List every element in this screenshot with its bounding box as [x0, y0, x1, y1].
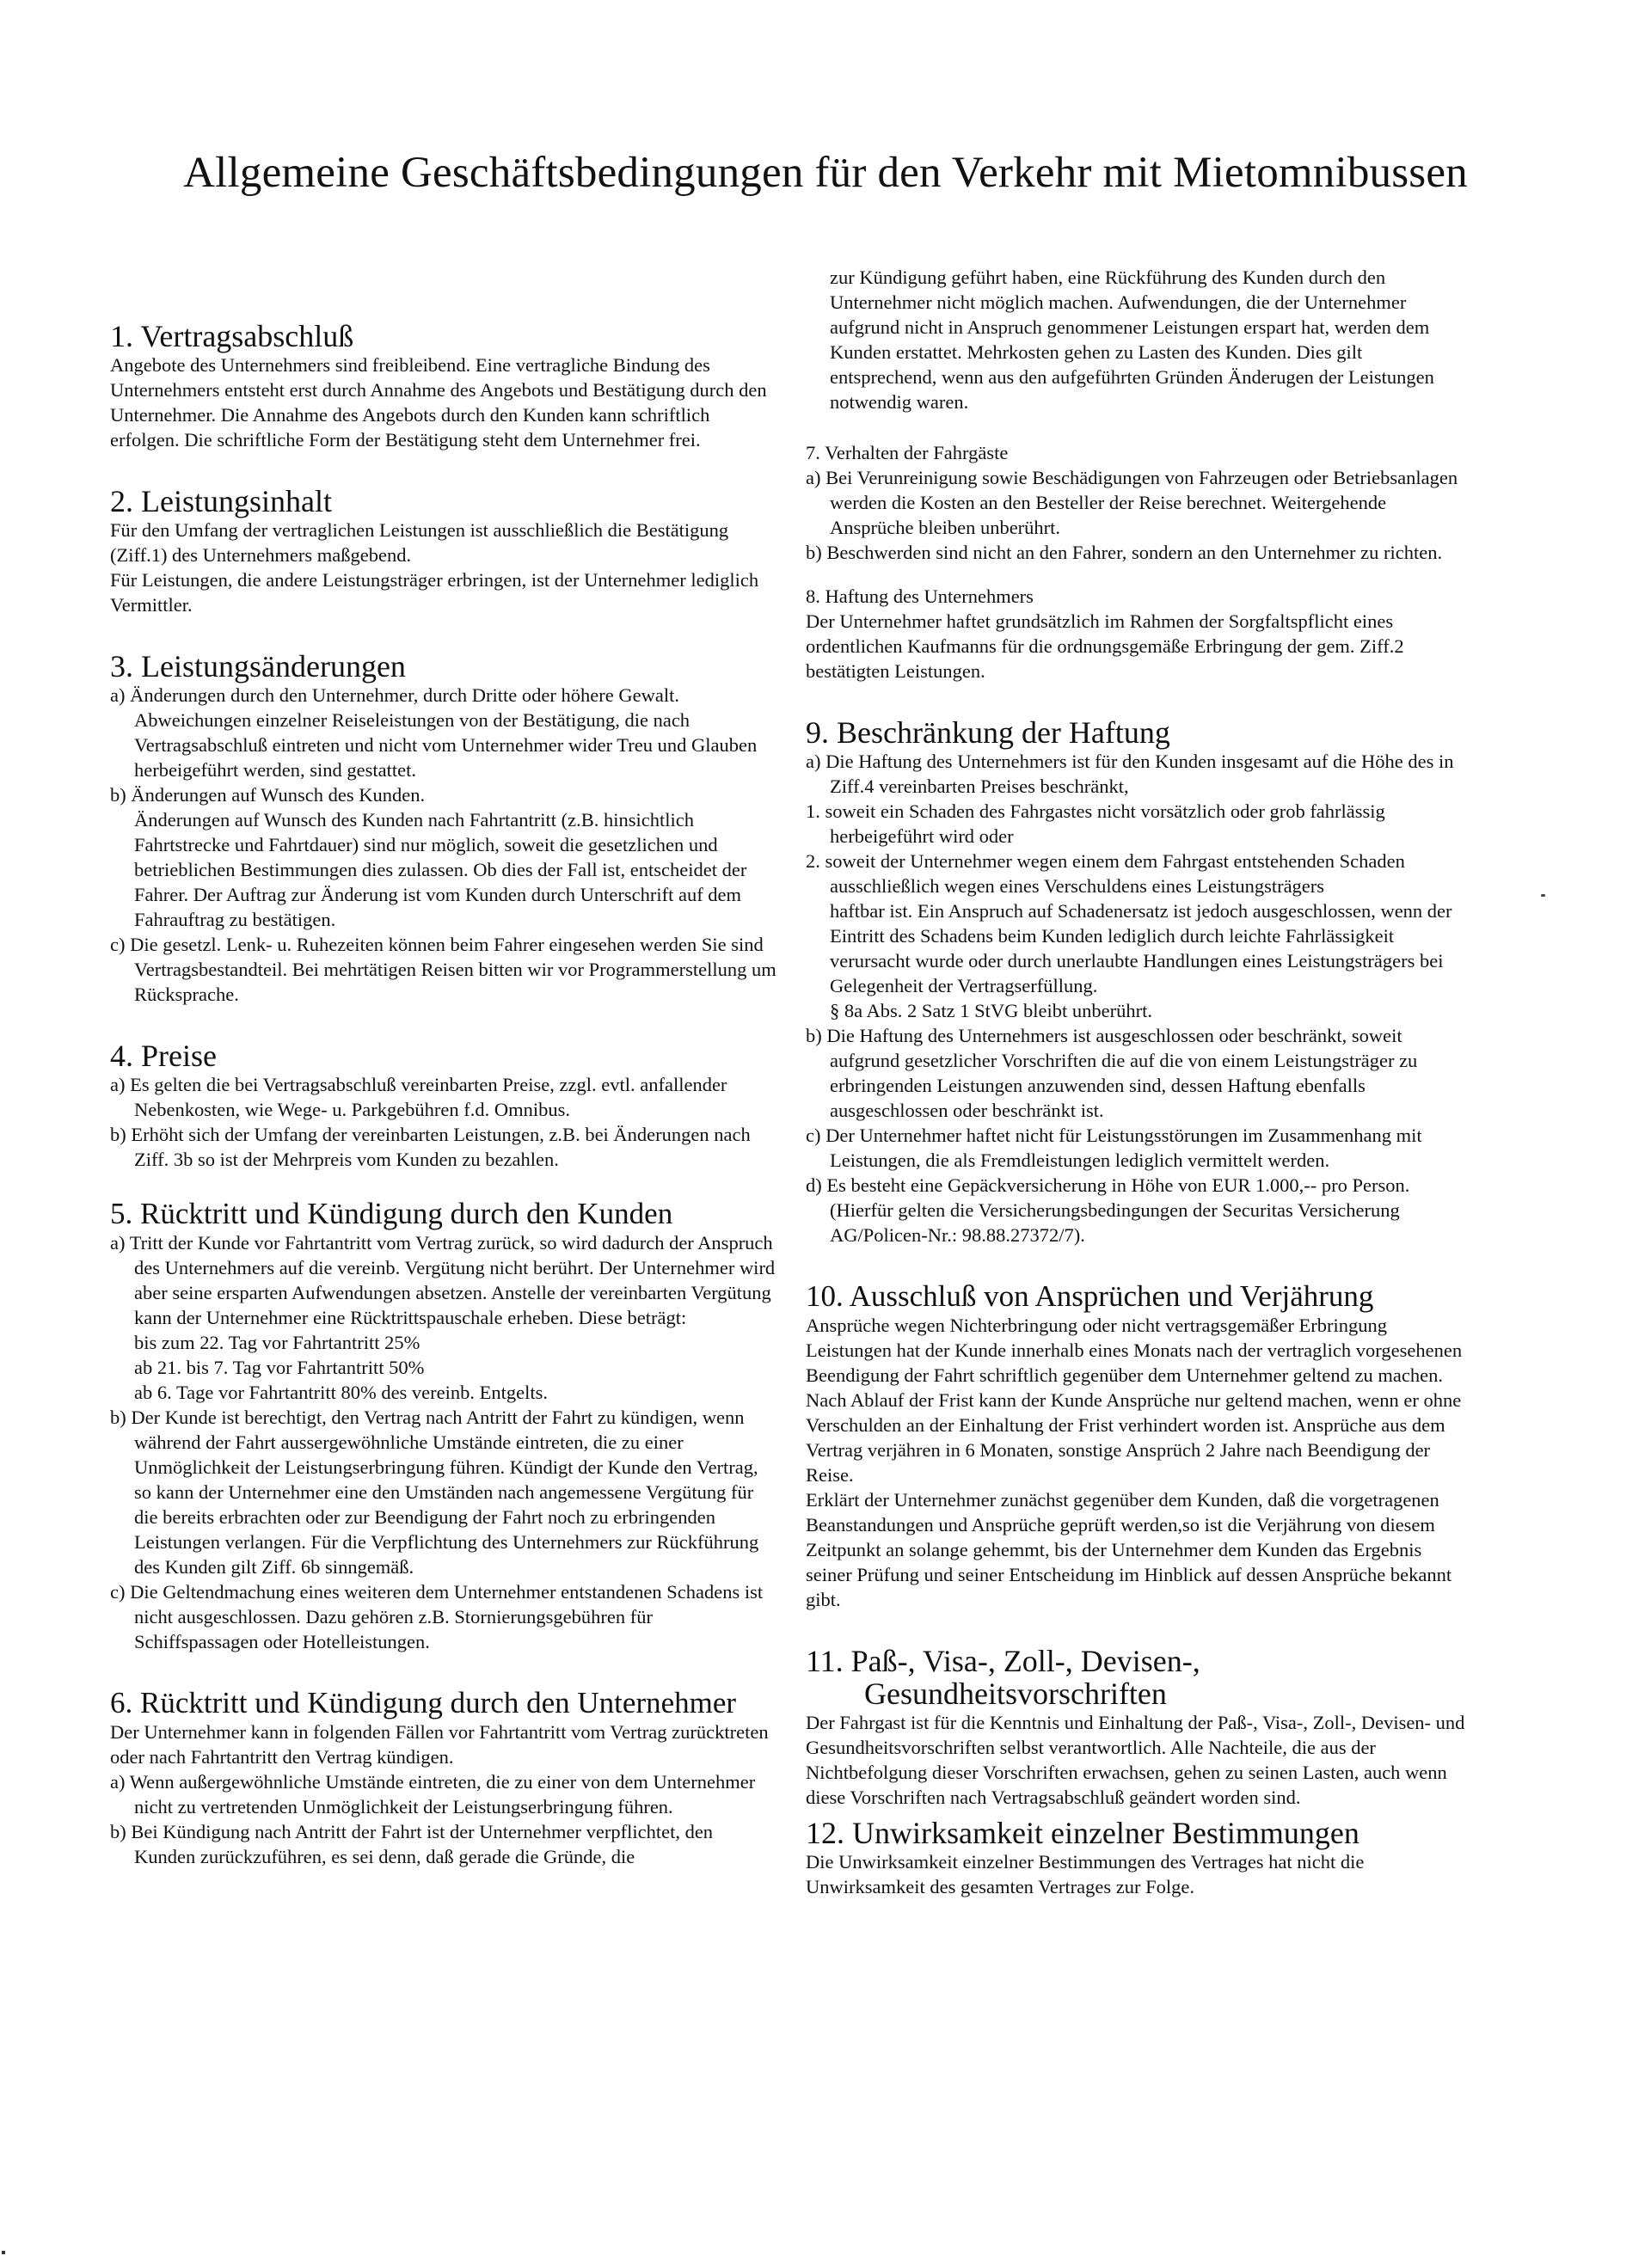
section-4-b-text: b) Erhöht sich der Umfang der vereinbarten Leistungen, z.B. bei Änderungen nach Ziff. 3b so ist der Mehrpreis vom Kunden zu bezahlen.	[110, 1124, 751, 1170]
section-5-rate-3: ab 6. Tage vor Fahrtantritt 80% des vereinb. Entgelts.	[134, 1382, 549, 1403]
section-9-law-reference: § 8a Abs. 2 Satz 1 StVG bleibt unberührt.	[830, 1000, 1152, 1021]
section-5	[110, 1198, 776, 1654]
section-5-c-text: c) Die Geltendmachung eines weiteren dem Unternehmer entstandenen Schadens ist nicht ausgeschlossen. Dazu gehören z.B. Stornierungsgebühren für Schiffspassagen oder Hotelleistungen.	[110, 1581, 764, 1652]
section-4	[110, 1039, 776, 1172]
section-9-heading: 9. Beschränkung der Haftung	[806, 715, 1170, 750]
section-4-heading: 4. Preise	[110, 1039, 217, 1073]
section-7	[806, 440, 1472, 565]
section-7-b-text: b) Beschwerden sind nicht an den Fahrer, sondern an den Unternehmer zu richten.	[806, 542, 1443, 563]
section-2	[110, 485, 776, 617]
section-12	[806, 1817, 1472, 1899]
section-6-b-continued: zur Kündigung geführt haben, eine Rückführung des Kunden durch den Unternehmer nicht möglich machen. Aufwendungen, die der Unternehmer aufgrund nicht in Anspruch genommener Leistungen erspart hat, werden dem Kunden erstattet. Mehrkosten gehen zu Lasten des Kunden. Dies gilt entsprechend, wenn aus den aufgeführten Gründen Änderugen der Leistungen notwendig waren.	[830, 267, 1434, 413]
section-11-heading-line-2: Gesundheitsvorschriften	[864, 1676, 1167, 1711]
section-10-heading: 10. Ausschluß von Ansprüchen und Verjährung	[806, 1279, 1374, 1313]
section-8-text: Der Unternehmer haftet grundsätzlich im Rahmen der Sorgfaltspflicht eines ordentlichen Kaufmanns für die ordnungsgemäße Erbringung der gem. Ziff.2 bestätigten Leistungen.	[806, 610, 1404, 682]
scan-speck-corner	[2, 2251, 5, 2254]
section-3-a-text: Abweichungen einzelner Reiseleistungen von der Bestätigung, die nach Vertragsabschluß eintreten und nicht vom Unternehmer wider Treu und Glauben herbeigeführt werden, sind gestattet.	[134, 709, 758, 781]
section-5-a-text: a) Tritt der Kunde vor Fahrtantritt vom Vertrag zurück, so wird dadurch der Anspruch des Unternehmers auf die vereinb. Vergütung nicht berührt. Der Unternehmer wird aber seine ersparten Aufwendungen absetzen. Anstelle der vereinbarten Vergütung kann der Unternehmer eine Rücktrittspauschale erheben. Diese beträgt:	[110, 1232, 776, 1328]
section-6	[110, 1687, 776, 1869]
left-column	[110, 320, 776, 1869]
section-6-heading: 6. Rücktritt und Kündigung durch den Unternehmer	[110, 1686, 737, 1719]
section-1-heading: 1. Vertragsabschluß	[110, 319, 354, 353]
section-9-c-text: c) Der Unternehmer haftet nicht für Leistungsstörungen im Zusammenhang mit Leistungen, die als Fremdleistungen lediglich vermittelt werden.	[806, 1125, 1422, 1171]
right-column	[806, 265, 1472, 1899]
section-5-b-text: b) Der Kunde ist berechtigt, den Vertrag nach Antritt der Fahrt zu kündigen, wenn während der Fahrt aussergewöhnliche Umstände eintreten, die zu einer Unmöglichkeit der Leistungserbringung führen. Kündigt der Kunde den Vertrag, so kann der Unternehmer eine den Umständen nach angemessene Vergütung für die bereits erbrachten oder zur Beendigung der Fahrt noch zu erbringenden Leistungen verlangen. Für die Verpflichtung des Unternehmers zur Rückführung des Kunden gilt Ziff. 6b sinngemäß.	[110, 1407, 759, 1578]
section-9	[806, 716, 1472, 1247]
section-8	[806, 584, 1472, 683]
section-1-text: Angebote des Unternehmers sind freibleibend. Eine vertragliche Bindung des Unternehmers entsteht erst durch Annahme des Angebots und Bestätigung durch den Unternehmer. Die Annahme des Angebots durch den Kunden kann schriftlich erfolgen. Die schriftliche Form der Bestätigung steht dem Unternehmer frei.	[110, 354, 767, 451]
section-3-b-text: Änderungen auf Wunsch des Kunden nach Fahrtantritt (z.B. hinsichtlich Fahrtstrecke und Fahrtdauer) sind nur möglich, soweit die gesetzlichen und betrieblichen Bestimmungen dies zulassen. Ob dies der Fall ist, entscheidet der Fahrer. Der Auftrag zur Änderung ist vom Kunden durch Unterschrift auf dem Fahrauftrag zu bestätigen.	[134, 809, 747, 930]
section-3-b-title: b) Änderungen auf Wunsch des Kunden.	[110, 784, 426, 806]
section-12-text: Die Unwirksamkeit einzelner Bestimmungen des Vertrages hat nicht die Unwirksamkeit des gesamten Vertrages zur Folge.	[806, 1851, 1365, 1897]
section-11-heading-line-1: 11. Paß-, Visa-, Zoll-, Devisen-,	[806, 1644, 1200, 1678]
section-3-c-text: c) Die gesetzl. Lenk- u. Ruhezeiten können beim Fahrer eingesehen werden Sie sind Vertragsbestandteil. Bei mehrtätigen Reisen bitten wir vor Programmerstellung um Rücksprache.	[110, 934, 776, 1005]
section-6-b-text: b) Bei Kündigung nach Antritt der Fahrt ist der Unternehmer verpflichtet, den Kunden zurückzuführen, es sei denn, daß gerade die Gründe, die	[110, 1821, 714, 1867]
section-11-text: Der Fahrgast ist für die Kenntnis und Einhaltung der Paß-, Visa-, Zoll-, Devisen- und Gesundheitsvorschriften selbst verantwortlich. Alle Nachteile, die aus der Nichtbefolgung dieser Vorschriften erwachsen, gehen zu seinen Lasten, auch wenn diese Vorschriften nach Vertragsabschluß geändert worden sind.	[806, 1712, 1465, 1808]
section-9-item-2: 2. soweit der Unternehmer wegen einem dem Fahrgast entstehenden Schaden ausschließlich wegen eines Verschuldens eines Leistungsträgers	[806, 850, 1405, 897]
section-5-rate-2: ab 21. bis 7. Tag vor Fahrtantritt 50%	[134, 1357, 425, 1378]
section-3-a-title: a) Änderungen durch den Unternehmer, durch Dritte oder höhere Gewalt.	[110, 684, 679, 706]
section-3-heading: 3. Leistungsänderungen	[110, 649, 406, 683]
section-10	[806, 1280, 1472, 1612]
document-title: Allgemeine Geschäftsbedingungen für den Verkehr mit Mietomnibussen	[183, 149, 1468, 197]
section-2-text-1: Für den Umfang der vertraglichen Leistungen ist ausschließlich die Bestätigung (Ziff.1) des Unternehmers maßgebend.	[110, 519, 729, 566]
section-7-a-text: a) Bei Verunreinigung sowie Beschädigungen von Fahrzeugen oder Betriebsanlagen werden die Kosten an den Besteller der Reise berechnet. Weitergehende Ansprüche bleiben unberührt.	[806, 467, 1458, 538]
section-2-heading: 2. Leistungsinhalt	[110, 484, 332, 518]
section-11	[806, 1645, 1472, 1810]
section-9-a-text: a) Die Haftung des Unternehmers ist für den Kunden insgesamt auf die Höhe des in Ziff.4 vereinbarten Preises beschränkt,	[806, 751, 1454, 797]
section-9-b-text: b) Die Haftung des Unternehmers ist ausgeschlossen oder beschränkt, soweit aufgrund gesetzlicher Vorschriften die auf die von einem Leistungsträger zu erbringenden Leistungen anzuwenden sind, dessen Haftung ebenfalls ausgeschlossen oder beschränkt ist.	[806, 1025, 1418, 1121]
section-10-text-1: Ansprüche wegen Nichterbringung oder nicht vertragsgemäßer Erbringung Leistungen hat der Kunde innerhalb eines Monats nach der vertraglich vorgesehenen Beendigung der Fahrt schriftlich gegenüber dem Unternehmer geltend zu machen. Nach Ablauf der Frist kann der Kunde Ansprüche nur geltend machen, wenn er ohne Verschulden an der Einhaltung der Frist verhindert worden ist. Ansprüche aus dem Vertrag verjähren in 6 Monaten, sonstige Ansprüch 2 Jahre nach Beendigung der Reise.	[806, 1315, 1463, 1486]
section-1	[110, 320, 776, 452]
section-8-heading: 8. Haftung des Unternehmers	[806, 585, 1034, 607]
section-6-a-text: a) Wenn außergewöhnliche Umstände eintreten, die zu einer von dem Unternehmer nicht zu vertretenden Unmöglichkeit der Leistungserbringung führen.	[110, 1771, 756, 1817]
section-6-intro: Der Unternehmer kann in folgenden Fällen vor Fahrtantritt vom Vertrag zurücktreten oder nach Fahrtantritt den Vertrag kündigen.	[110, 1721, 769, 1768]
section-4-a-text: a) Es gelten die bei Vertragsabschluß vereinbarten Preise, zzgl. evtl. anfallender Nebenkosten, wie Wege- u. Parkgebühren f.d. Omnibus.	[110, 1074, 727, 1120]
section-10-text-2: Erklärt der Unternehmer zunächst gegenüber dem Kunden, daß die vorgetragenen Beanstandungen und Ansprüche geprüft werden,so ist die Verjährung von diesem Zeitpunkt an solange gehemmt, bis der Unternehmer dem Kunden das Ergebnis seiner Prüfung und seiner Entscheidung im Hinblick auf dessen Ansprüche bekannt gibt.	[806, 1489, 1452, 1610]
section-5-rate-1: bis zum 22. Tag vor Fahrtantritt 25%	[134, 1332, 420, 1353]
section-9-item-2-continued: haftbar ist. Ein Anspruch auf Schadenersatz ist jedoch ausgeschlossen, wenn der Eintritt des Schadens beim Kunden lediglich durch leichte Fahrlässigkeit verursacht wurde oder durch unerlaubte Handlungen eines Leistungsträgers bei Gelegenheit der Vertragserfüllung.	[830, 900, 1452, 996]
section-5-heading: 5. Rücktritt und Kündigung durch den Kunden	[110, 1197, 673, 1230]
scan-speck	[1541, 894, 1545, 897]
section-7-heading: 7. Verhalten der Fahrgäste	[806, 442, 1009, 463]
section-9-d-text: d) Es besteht eine Gepäckversicherung in Höhe von EUR 1.000,-- pro Person. (Hierfür gelten die Versicherungsbedingungen der Securitas Versicherung AG/Policen-Nr.: 98.88.27372/7).	[806, 1174, 1410, 1246]
section-2-text-2: Für Leistungen, die andere Leistungsträger erbringen, ist der Unternehmer lediglich Vermittler.	[110, 569, 759, 616]
section-3	[110, 650, 776, 1007]
section-12-heading: 12. Unwirksamkeit einzelner Bestimmungen	[806, 1816, 1359, 1850]
section-9-item-1: 1. soweit ein Schaden des Fahrgastes nicht vorsätzlich oder grob fahrlässig herbeigeführt wird oder	[806, 800, 1385, 847]
